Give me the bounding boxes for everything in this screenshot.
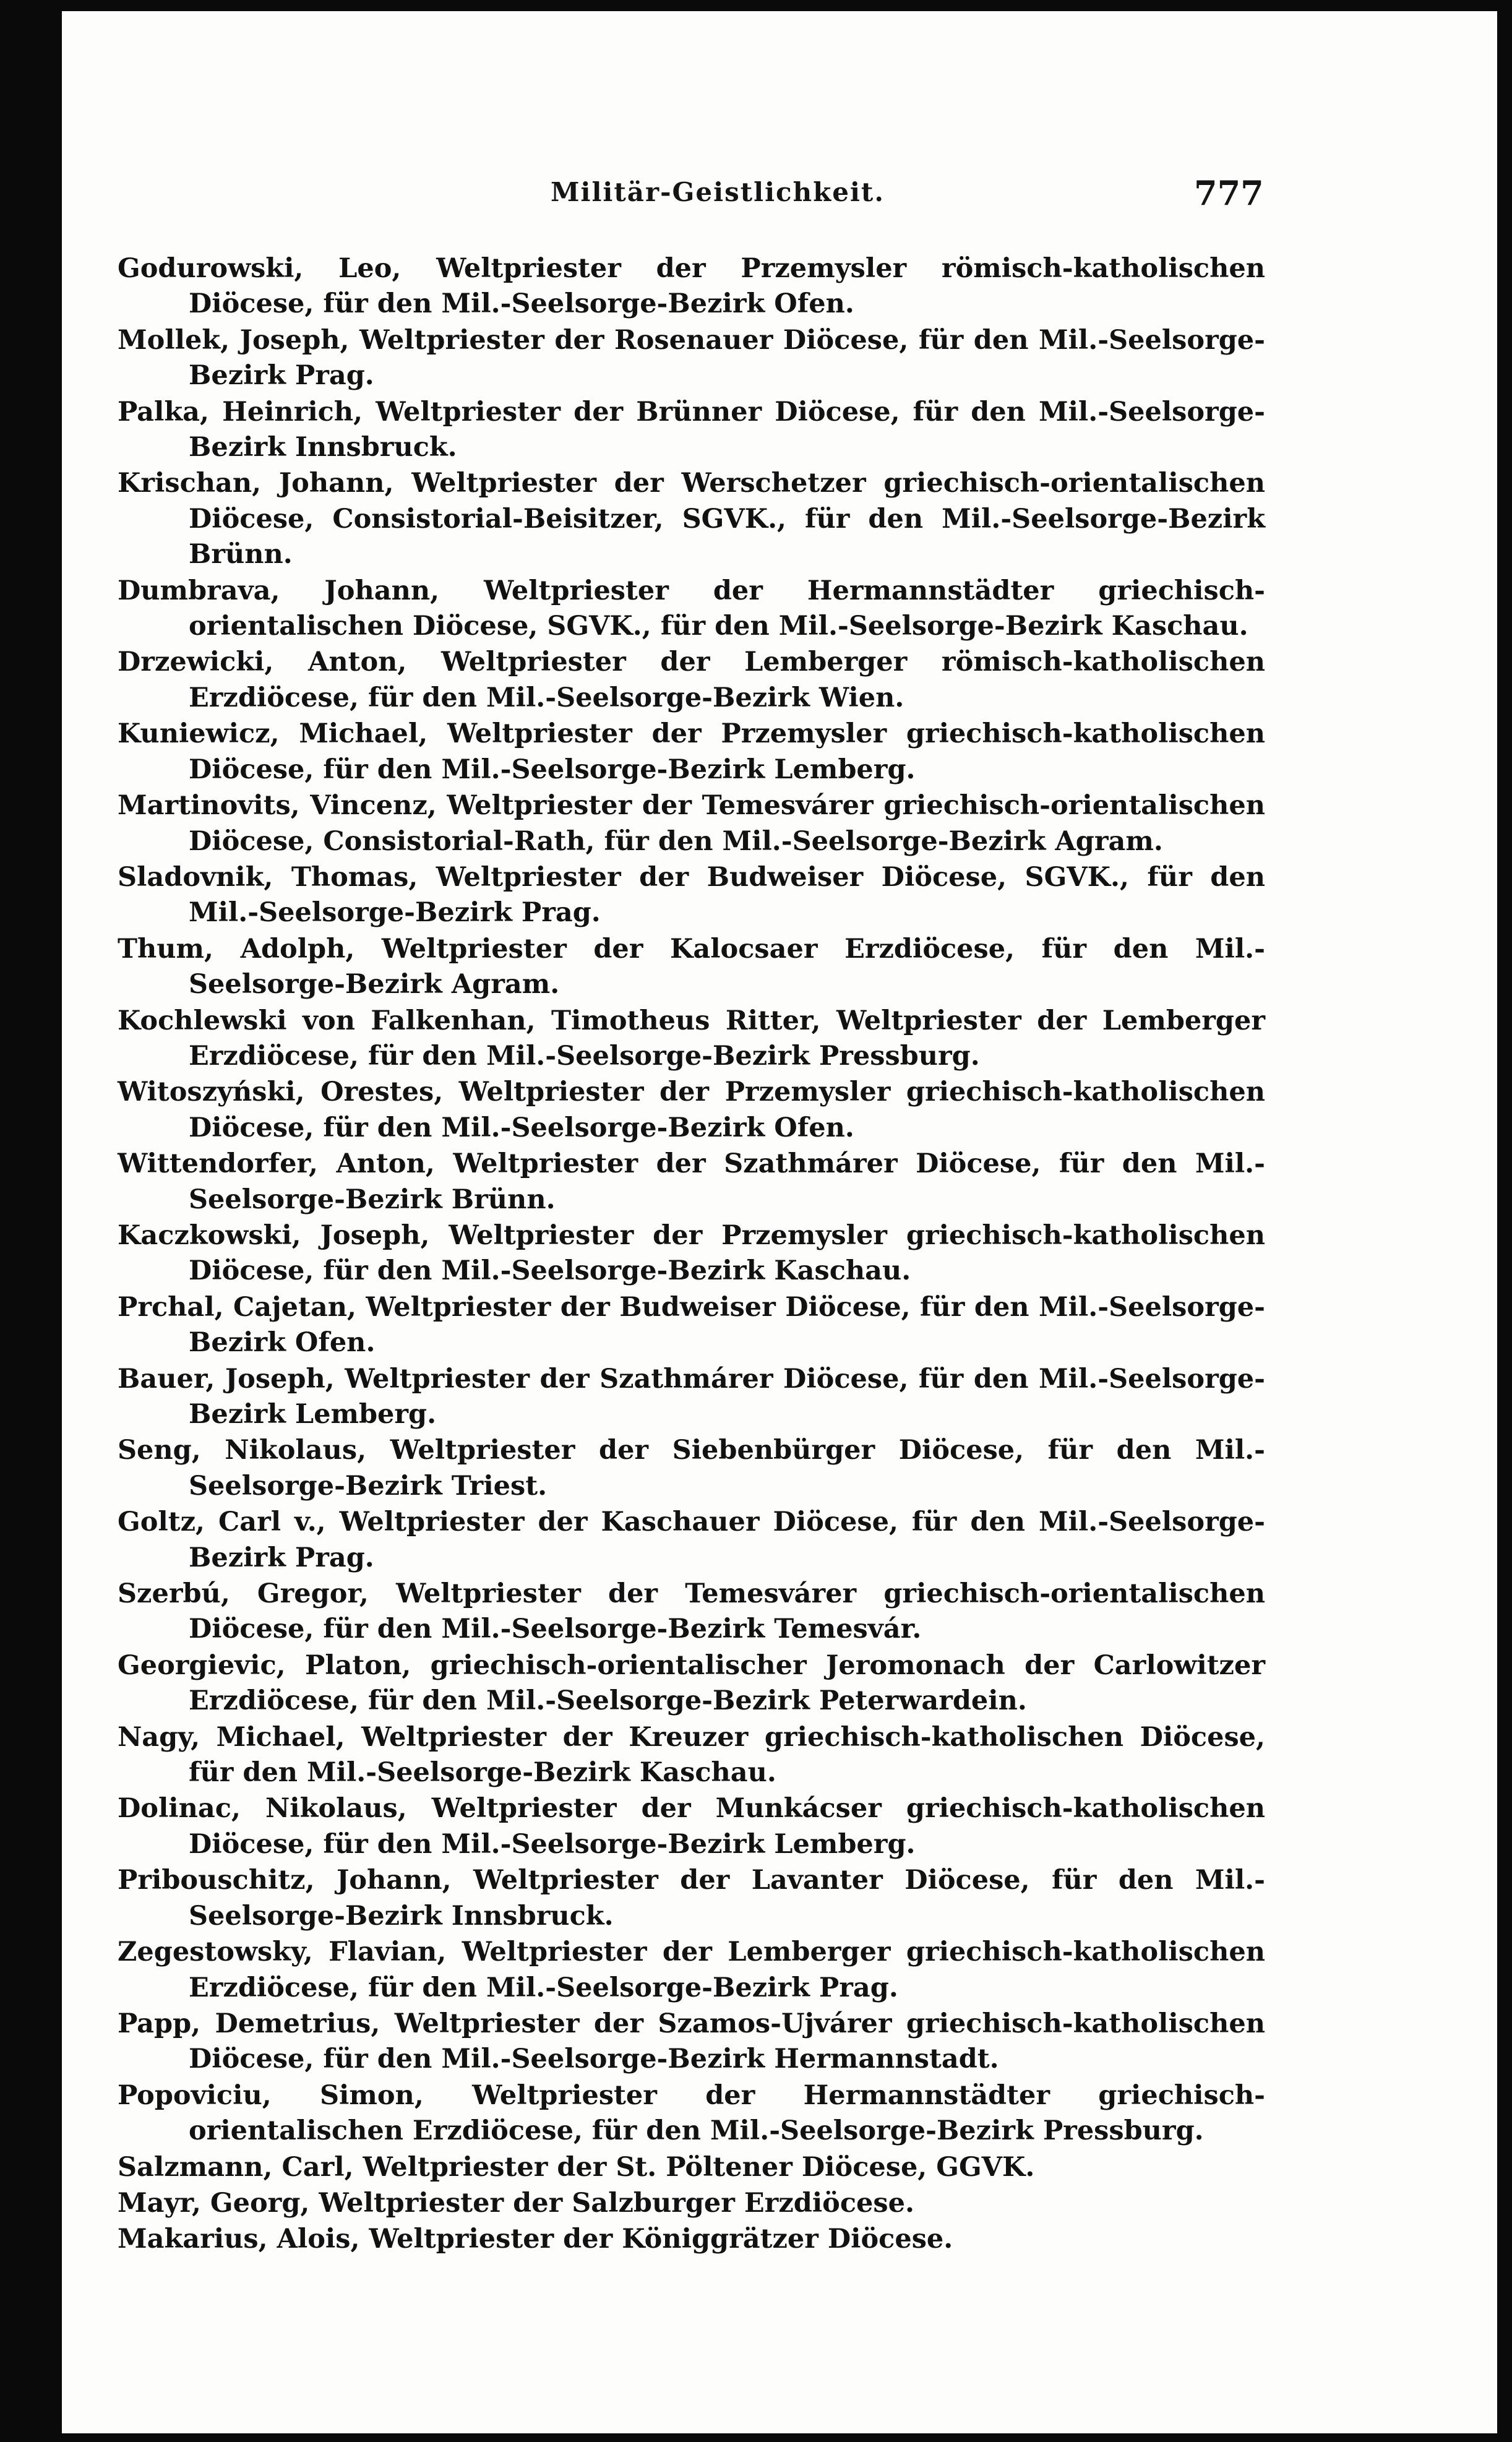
entry-text: Alois, Weltpriester der Königgrätzer Diöcese. xyxy=(267,2224,953,2255)
list-item xyxy=(118,251,1265,322)
entry-text: Gregor, Weltpriester der Temesvárer griechisch-orientalischen Diöcese, für den Mil.-Seelsorge-Bezirk Temesvár. xyxy=(189,1578,1265,1645)
list-item xyxy=(118,466,1265,572)
page-number: 777 xyxy=(1194,173,1264,213)
list-item xyxy=(118,716,1265,788)
list-item xyxy=(118,2186,1265,2221)
entry-text: Flavian, Weltpriester der Lemberger griechisch-katholischen Erzdiöcese, für den Mil.-Seelsorge-Bezirk Prag. xyxy=(189,1937,1265,2003)
entry-name: Martinovits, xyxy=(118,790,300,822)
entry-text: Michael, Weltpriester der Przemysler griechisch-katholischen Diöcese, für den Mil.-Seelsorge-Bezirk Lemberg. xyxy=(189,718,1265,785)
entry-name: Bauer, xyxy=(118,1363,215,1395)
list-item xyxy=(118,574,1265,645)
list-item xyxy=(118,1146,1265,1218)
entry-name: Mollek, xyxy=(118,324,230,356)
entry-name: Popoviciu, xyxy=(118,2079,272,2111)
entry-list xyxy=(118,251,1265,2258)
entry-text: Orestes, Weltpriester der Przemysler griechisch-katholischen Diöcese, für den Mil.-Seelsorge-Bezirk Ofen. xyxy=(189,1077,1265,1143)
entry-name: Dolinac, xyxy=(118,1793,241,1825)
entry-text: Joseph, Weltpriester der Rosenauer Diöcese, für den Mil.-Seelsorge-Bezirk Prag. xyxy=(189,324,1265,392)
entry-text: Anton, Weltpriester der Lemberger römisch-katholischen Erzdiöcese, für den Mil.-Seelsorge-Bezirk Wien. xyxy=(189,647,1265,713)
entry-name: Szerbú, xyxy=(118,1578,230,1610)
list-item xyxy=(118,645,1265,716)
entry-name: Thum, xyxy=(118,933,213,965)
entry-name: Kochlewski xyxy=(118,1005,287,1036)
list-item xyxy=(118,1791,1265,1862)
entry-name: Kuniewicz, xyxy=(118,718,280,750)
list-item xyxy=(118,2078,1265,2149)
entry-text: Nikolaus, Weltpriester der Siebenbürger Diöcese, für den Mil.-Seelsorge-Bezirk Triest. xyxy=(189,1435,1265,1502)
entry-name: Salzmann, xyxy=(118,2151,273,2183)
list-item xyxy=(118,932,1265,1003)
entry-name: Seng, xyxy=(118,1435,201,1466)
entry-text: Carl v., Weltpriester der Kaschauer Diöcese, für den Mil.-Seelsorge-Bezirk Prag. xyxy=(189,1507,1265,1573)
entry-text: Vincenz, Weltpriester der Temesvárer griechisch-orientalischen Diöcese, Consistorial-Rath, für den Mil.-Seelsorge-Bezirk Agram. xyxy=(189,790,1265,857)
entry-text: Johann, Weltpriester der Lavanter Diöcese, für den Mil.-Seelsorge-Bezirk Innsbruck. xyxy=(189,1865,1265,1932)
entry-name: Palka, xyxy=(118,396,210,428)
list-item xyxy=(118,2006,1265,2078)
entry-name: Papp, xyxy=(118,2008,201,2039)
entry-name: Zegestowsky, xyxy=(118,1937,313,1968)
entry-name: Georgievic, xyxy=(118,1649,286,1681)
entry-name: Dumbrava, xyxy=(118,575,280,606)
entry-text: Nikolaus, Weltpriester der Munkácser griechisch-katholischen Diöcese, für den Mil.-Seelsorge-Bezirk Lemberg. xyxy=(189,1793,1265,1860)
entry-text: Thomas, Weltpriester der Budweiser Diöcese, SGVK., für den Mil.-Seelsorge-Bezirk Prag. xyxy=(189,861,1265,929)
list-item xyxy=(118,1075,1265,1146)
entry-name: Witoszyński, xyxy=(118,1077,305,1108)
list-item xyxy=(118,395,1265,466)
list-item xyxy=(118,1935,1265,2006)
list-item xyxy=(118,2150,1265,2185)
list-item xyxy=(118,323,1265,394)
entry-name: Prchal, xyxy=(118,1291,224,1323)
entry-text: Carl, Weltpriester der St. Pöltener Diöcese, GGVK. xyxy=(272,2151,1035,2183)
entry-name: Goltz, xyxy=(118,1507,205,1538)
list-item xyxy=(118,2222,1265,2257)
list-item xyxy=(118,860,1265,931)
entry-text: Johann, Weltpriester der Werschetzer griechisch-orientalischen Diöcese, Consistorial-Beisitzer, SGVK., für den Mil.-Seelsorge-Bezirk Brünn. xyxy=(189,468,1265,570)
list-item xyxy=(118,1576,1265,1648)
running-title: Militär-Geistlichkeit. xyxy=(551,177,885,207)
entry-name: Godurowski, xyxy=(118,253,304,284)
entry-text: Platon, griechisch-orientalischer Jeromonach der Carlowitzer Erzdiöcese, für den Mil.-Seelsorge-Bezirk Peterwardein. xyxy=(189,1649,1265,1717)
entry-name: Sladovnik, xyxy=(118,861,273,893)
list-item xyxy=(118,788,1265,859)
entry-name: Pribouschitz, xyxy=(118,1865,315,1896)
entry-text: Anton, Weltpriester der Szathmárer Diöcese, für den Mil.-Seelsorge-Bezirk Brünn. xyxy=(189,1148,1265,1215)
entry-name: Drzewicki, xyxy=(118,647,274,678)
list-item xyxy=(118,1218,1265,1289)
entry-name: Mayr, xyxy=(118,2187,201,2219)
list-item xyxy=(118,1648,1265,1719)
list-item xyxy=(118,1004,1265,1075)
entry-text: Leo, Weltpriester der Przemysler römisch-katholischen Diöcese, für den Mil.-Seelsorge-Bezirk Ofen. xyxy=(189,253,1265,320)
list-item xyxy=(118,1433,1265,1504)
entry-text: Adolph, Weltpriester der Kalocsaer Erzdiöcese, für den Mil.-Seelsorge-Bezirk Agram. xyxy=(189,933,1265,1000)
entry-text: Demetrius, Weltpriester der Szamos-Ujvárer griechisch-katholischen Diöcese, für den Mil.-Seelsorge-Bezirk Hermannstadt. xyxy=(189,2008,1265,2075)
entry-name: Nagy, xyxy=(118,1721,200,1753)
entry-text: Simon, Weltpriester der Hermannstädter griechisch-orientalischen Erzdiöcese, für den Mil.-Seelsorge-Bezirk Pressburg. xyxy=(189,2079,1265,2147)
list-item xyxy=(118,1505,1265,1576)
list-item xyxy=(118,1720,1265,1791)
entry-name: Makarius, xyxy=(118,2224,268,2255)
entry-name: Kaczkowski, xyxy=(118,1219,301,1251)
entry-text: Joseph, Weltpriester der Przemysler griechisch-katholischen Diöcese, für den Mil.-Seelsorge-Bezirk Kaschau. xyxy=(189,1219,1265,1287)
list-item xyxy=(118,1362,1265,1433)
book-page xyxy=(62,11,1497,2433)
entry-text: Joseph, Weltpriester der Szathmárer Diöcese, für den Mil.-Seelsorge-Bezirk Lemberg. xyxy=(189,1363,1265,1430)
entry-text: Johann, Weltpriester der Hermannstädter griechisch-orientalischen Diöcese, SGVK., für den Mil.-Seelsorge-Bezirk Kaschau. xyxy=(189,575,1265,642)
entry-name: Krischan, xyxy=(118,468,262,499)
entry-text: Michael, Weltpriester der Kreuzer griechisch-katholischen Diöcese, für den Mil.-Seelsorge-Bezirk Kaschau. xyxy=(189,1721,1265,1789)
list-item xyxy=(118,1863,1265,1934)
entry-text: Cajetan, Weltpriester der Budweiser Diöcese, für den Mil.-Seelsorge-Bezirk Ofen. xyxy=(189,1291,1265,1359)
list-item xyxy=(118,1290,1265,1361)
entry-text: Heinrich, Weltpriester der Brünner Diöcese, für den Mil.-Seelsorge-Bezirk Innsbruck. xyxy=(189,396,1265,463)
entry-text: Georg, Weltpriester der Salzburger Erzdiöcese. xyxy=(200,2187,914,2219)
entry-name: Wittendorfer, xyxy=(118,1148,318,1180)
entry-text: von Falkenhan, Timotheus Ritter, Weltpriester der Lemberger Erzdiöcese, für den Mil.-Seelsorge-Bezirk Pressburg. xyxy=(189,1005,1265,1072)
